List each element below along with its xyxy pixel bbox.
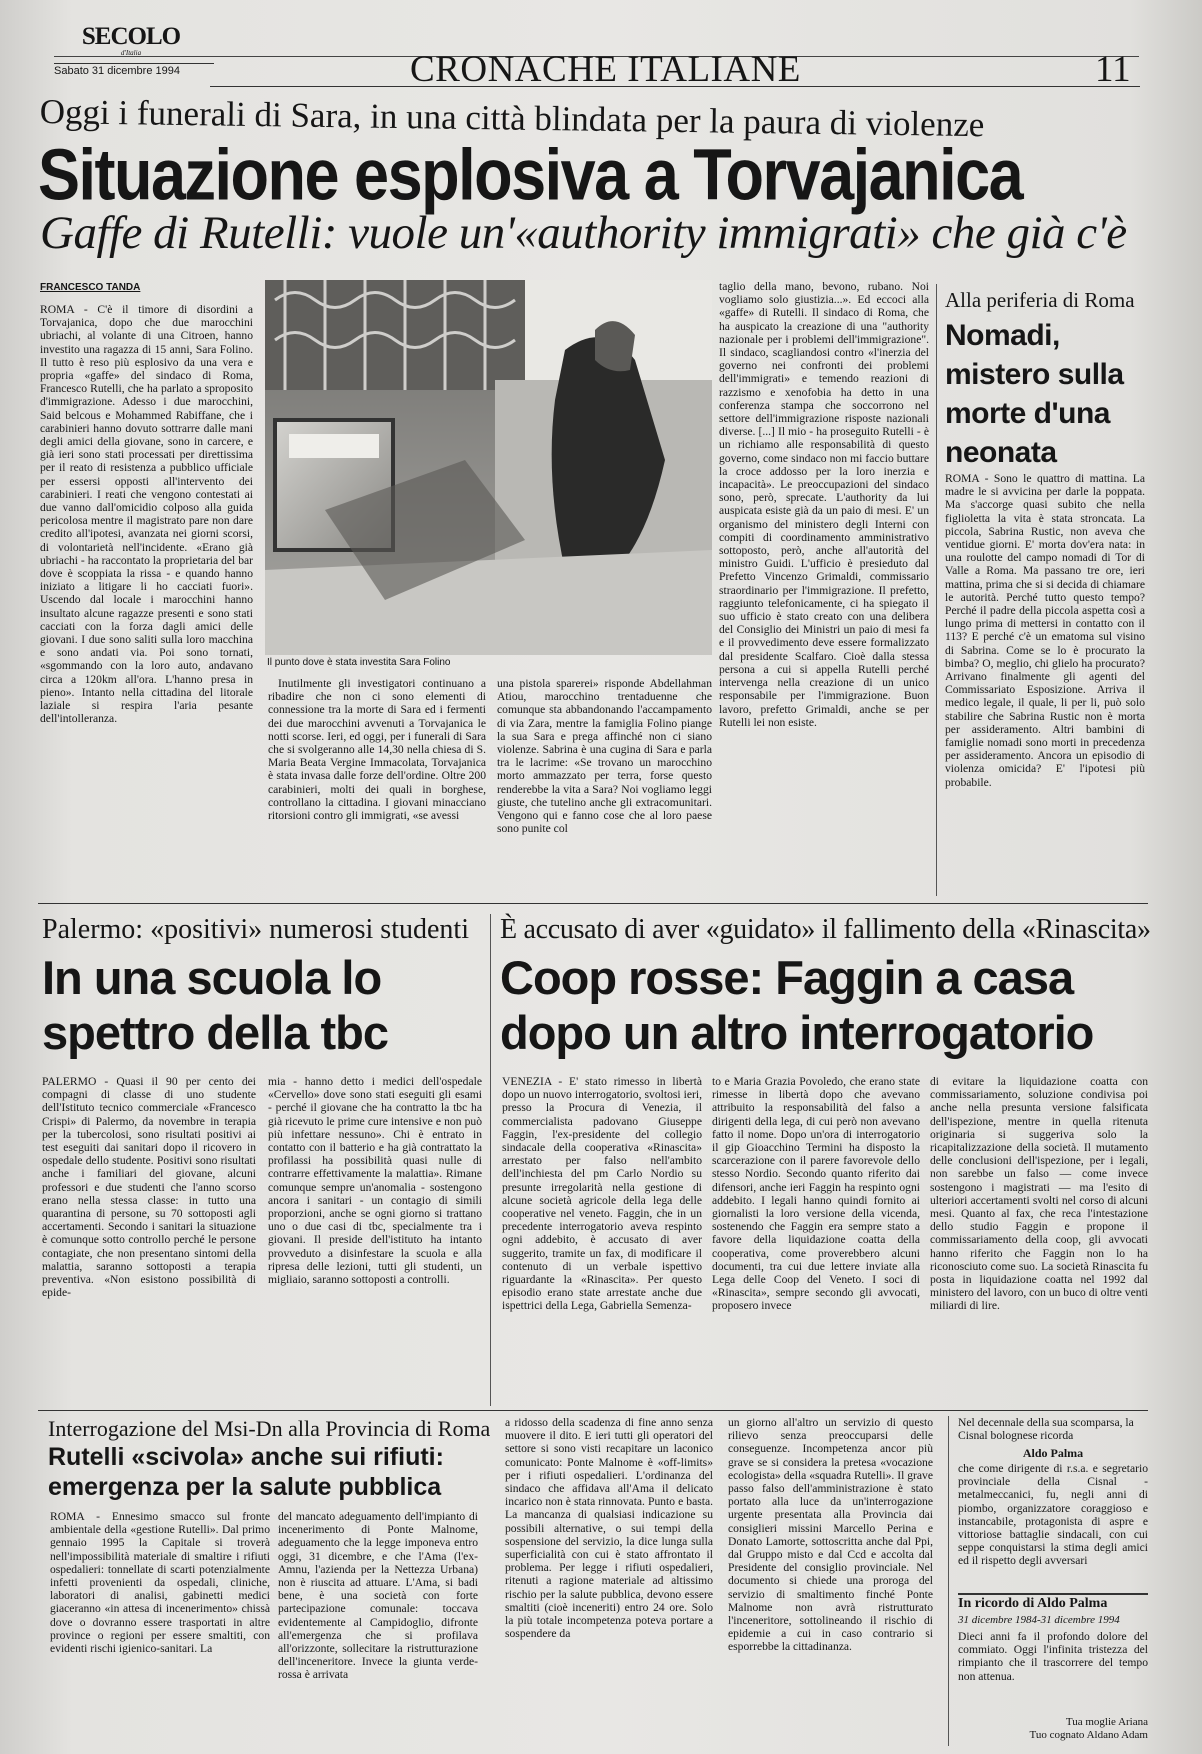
top-col3-text: una pistola sparerei» risponde Abdellahman Atiou, marocchino trentaduenne che comunque sta abbandonando l'accampamento di via Zara, mentre la famiglia Folino piange la sua Sara e prega affinché non ci siano violenze. Sabrina è una cugina di Sara e parla tra le lacrime: «Se trovano un marocchino morto ammazzato per terra, forse questo renderebbe la vita a Sara? Noi vogliamo leggi giuste, che tutelino anche gli extracomunitari. Vengono qui e fanno cose che al loro paese sono punite col [497,677,712,836]
rutelli-col2-text: del mancato adeguamento dell'impianto di incenerimento di Ponte Malnome, adeguamento che la legge imponeva entro oggi, 31 dicembre, e che l'Ama (l'ex-Amnu, l'azienda per la Nettezza Urbana) non è riuscita ad attuare. L'Ama, si badi bene, è una società con forte partecipazione comunale: toccava evidentemente al Campidoglio, difronte all'emergenza che si profilava all'orizzonte, sollecitare la ristrutturazione dell'inceneritore. Invece la giunta verde-rossa è arrivata [278,1510,478,1682]
top-col4-text: taglio della mano, bevono, rubano. Noi vogliamo solo giustizia...». Ed eccoci alla «gaffe» di Rutelli. Il sindaco di Roma, che ha auspicato la creazione di una "authority nazionale per i problemi dell'immigrazione". Il sindaco, scagliandosi contro «l'inerzia del governo nei confronti dei problemi dell'immigrati» e temendo reazioni di razzismo e xenofobia ha detto in una conferenza stampa che soccorrono nel settore dell'immigrazione risposte nazionali diverse. [...] Il mio - ha proseguito Rutelli - è un richiamo alle responsabilità di questo governo, come sindaco non mi faccio buttare la croce addosso per la loro inerzia e incapacità». Le preoccupazioni del sindaco sono, però, sprecate. L'authority da lui auspicata esiste già da un paio di mesi. E' un organismo del ministero degli Interni con compiti di coordinamento amministrativo sottoposto, però, anche all'autorità del ministro Guidi. L'ufficio è presieduto dal Prefetto Vincenzo Grimaldi, commissario straordinario per l'immigrazione. Il prefetto, raggiunto telefonicamente, ci ha spiegato il suo ufficio è stato creato con una delibera del Consiglio dei Ministri un paio di mesi fa e il provvedimento deve essere formalizzato dal presidente Scalfaro. Cioè dalla stessa persona a cui si appella Rutelli perché intervenga nella creazione di un unico responsabile per l'immigrazione. Buon lavoro, prefetto Grimaldi, anche se per Rutelli lei non esiste. [719,280,929,729]
photo-caption: Il punto dove è stata investita Sara Folino [267,657,451,668]
palermo-col1 [42,1075,256,1405]
aldo-sign2: Tuo cognato Aldano Adam [1029,1729,1148,1741]
coop-col3-text: di evitare la liquidazione coatta con commissariamento, soluzione condivisa poi anche nella presunta versione falsificata dell'ispezione, mentre in quella ritenuta originaria si suggeriva solo la ricapitalizzazione della società. Il mutamento delle conclusioni dell'ispezione, per i legali, non sarebbe un falso — come invece sostengono i magistrati — ma l'esito di ulteriori accertamenti svolti nel corso di alcuni mesi. Quanto al fax, che reca l'intestazione dello studio Faggin e propone il commissariamento della coop, gli avvocati hanno riferito che Faggin non lo ha riconosciuto come suo. La società Rinascita fu posta in liquidazione coatta nel 1992 dal ministero del lavoro, con un buco di oltre venti miliardi di lire. [930,1075,1148,1313]
rutelli-headline-1: Rutelli «scivola» anche sui rifiuti: [48,1443,444,1471]
rutelli-col3 [505,1416,713,1742]
rutelli-col3-text: a ridosso della scadenza di fine anno senza muovere il dito. E ieri tutti gli operatori del settore si sono visti recapitare un laconico comunicato: Ponte Malnome è «off-limits» per i rifiuti ospedalieri. L'ordinanza del sindaco che affidava all'Ama il delicato incarico non è stata rinnovata. Punto e basta. La mancanza di qualsiasi indicazione su possibili alternative, o sui tempi della sospensione del servizio, la dice lunga sulla superficialità con cui è stato affrontato il problema. Per legge i rifiuti ospedalieri, ritenuti a ragione materiale ad altissimo rischio per la salute pubblica, devono essere smaltiti (cioè inceneriti) entro 24 ore. Solo la più totale incompetenza poteva portare a sospendere da [505,1416,713,1641]
top-col2-text: Inutilmente gli investigatori continuano a ribadire che non ci sono elementi di connessione tra la morte di Sara ed i fermenti dei due marocchini avvenuti a Torvajanica le notti scorse. Ieri, ed oggi, per i funerali di Sara che si svolgeranno alle 14,30 nella chiesa di S. Maria Beata Vergine Immacolata, Torvajanica è stata invasa dalle forze dell'ordine. Oltre 200 carabinieri, molti dei quali in borghese, controllano la cittadina. I giovani minacciano ritorsioni contro gli immigrati, «se avessi [268,677,486,823]
nomadi-headline: Nomadi, mistero sulla morte d'una neonata [945,319,1124,469]
aldo-text2: Dieci anni fa il profondo dolore del commiato. Oggi l'infinita tristezza del rimpianto che il trascorrere del tempo non attenua. [958,1630,1148,1683]
coop-col3 [930,1075,1148,1405]
aldo-name: Aldo Palma [1022,1446,1084,1460]
nomadi-kicker: Alla periferia di Roma [945,288,1135,312]
top-col1-text: ROMA - C'è il timore di disordini a Torvajanica, dopo che due marocchini ubriachi, al volante di una Citroen, hanno investito una ragazza di 15 anni, Sara Folino. Il tutto è reso più esplosivo da una vera e propria «gaffe» del sindaco di Roma, Francesco Rutelli, che ha parlato a sproposito d'immigrazione. Adesso i due marocchini, Said belcous e Mohammed Rabiffane, che i carabinieri hanno dovuto sottrarre dalle mani degli amici della giovane, sono in carcere, e già ieri sono stati processati per direttissima per il reato di resistenza a pubblico ufficiale per essersi opposti all'intervento dei carabinieri. I reati che vengono contestati ai due vanno dall'omicidio colposo alla guida pericolosa mentre il magistrato pare non dare credito all'ipotesi, avanzata nei giorni scorsi, di volontarietà nell'incidente. «Erano già ubriachi - ha raccontato la proprietaria del bar dove è scoppiata la rissa - e quando hanno iniziato a litigare li ho cacciati fuori». Uscendo dal locale i marocchini hanno insultato alcune ragazze presenti e sono stati cacciati con la forza dagli amici delle giovani. I due sono saliti sulla loro macchina e sono andati via. Poi sono tornati, «sgommando con la loro auto, andavano circa a 120km all'ora. L'hanno presa in pieno». Intanto nella cittadina del litorale laziale si respira l'aria pesante dell'intolleranza. [40,303,253,726]
paper-subtitle: d'Italia [120,49,142,57]
aldo-title: In ricordo di Aldo Palma [958,1596,1108,1611]
nomadi-text-box [945,472,1145,892]
palermo-col1-text: PALERMO - Quasi il 90 per cento dei compagni di classe di uno studente dell'Istituto tecnico commerciale «Francesco Crispi» di Palermo, da novembre in terapia per la tubercolosi, sono risultati positivi ai test eseguiti dai sanitari dopo il ricovero in ospedale dello studente. Positivi sono risultati anche i familiari del giovane, alcuni professori e due studenti che l'anno scorso erano nella stessa classe: in tutto una quarantina di persone, su 70 sottoposti agli accertamenti. Secondo i sanitari la situazione è comunque sotto controllo perché le persone contagiate, che non presentano sintomi della malattia, saranno sottoposti a terapia preventiva. «Non esistono possibilità di epide- [42,1075,256,1300]
palermo-headline: In una scuola lo spettro della tbc [42,951,389,1059]
photo [265,280,712,655]
section-title: CRONACHE ITALIANE [410,49,801,90]
paper-name: SECOLO [81,23,181,50]
page-number: 11 [1095,49,1131,90]
coop-col2 [712,1075,920,1405]
palermo-col2-text: mia - hanno detto i medici dell'ospedale «Cervello» dove sono stati eseguiti gli esami - perché il giovane che ha contratto la tbc ha già ricevuto le prime cure intensive e non può più infettare nessuno». Chi è entrato in contatto con il batterio e ha già contrattato la profilassi ha possibilità quasi nulle di contrarre effettivamente la malattia». Rimane comunque sempre un'anomalia - sostengono ancora i sanitari - un contagio di simili proporzioni, anche se ogni giorno si trattano uno o due casi di tbc, specialmente tra i giovani. Il preside dell'istituto ha intanto provveduto a disinfestare la scuola e alla ripresa delle lezioni, tutti gli studenti, un migliaio, saranno sottoposti a controlli. [268,1075,482,1287]
aldo-intro: Nel decennale della sua scomparsa, la Cisnal bolognese ricorda [958,1416,1134,1443]
top-col4 [719,280,929,889]
top-subhead: Gaffe di Rutelli: vuole un'«authority immigrati» che già c'è [40,207,1127,259]
rutelli-kicker: Interrogazione del Msi-Dn alla Provincia di Roma [48,1416,491,1441]
nomadi-text: ROMA - Sono le quattro di mattina. La madre le si avvicina per darle la poppata. Ma s'accorge quasi subito che nella figlioletta la vita è stata stroncata. La piccola, Sabrina Rustic, non aveva che ventidue giorni. E' morta dov'era nata: in una roulotte del campo nomadi di Tor di Valle a Roma. Ma passano tre ore, ieri mattina, prima che si si decida di chiamare le autorità. Perché tutto questo tempo? Perché il padre della piccola aspetta così a lungo prima di mettersi in contatto con il 113? E perché c'è un ematoma sul visino di Sabrina. Come se lo è procurato la bimba? O, meglio, chi glielo ha procurato? Arrivano finalmente gli agenti del Commissariato Esposizione. Arriva il medico legale, il quale, li per li, può solo stabilire che Sabrina Rustic non è morta per assideramento. Altri bambini di famiglie nomadi sono morti in precedenza per assideramento. Ancora un episodio di violenza omicida? E' l'ipotesi più probabile. [945,472,1145,789]
coop-headline: Coop rosse: Faggin a casa dopo un altro interrogatorio [500,951,1094,1059]
top-headline: Situazione esplosiva a Torvajanica [38,134,1023,216]
masthead-logo [66,23,196,57]
aldo-text: che come dirigente di r.s.a. e segretario provinciale della Cisnal - metalmeccanici, fu, negli anni di piombo, organizzatore coraggioso e instancabile, protagonista di aspre e vittoriose battaglie sindacali, con cui seppe conquistarsi la stima degli amici ed il rispetto degli avversari [958,1462,1148,1568]
rutelli-col4-text: un giorno all'altro un servizio di questo rilievo senza preoccuparsi delle conseguenze. Incompetenza ancor più grave se si considera la pretesa «vocazione ecologista» della «squadra Rutelli». Il grave passo falso dell'amministrazione è stato portato alla luce da un'interrogazione urgente presentata alla Provincia dai consiglieri missini Marcello Perina e Donato Lamorte, sottoscritta anche dal Ppi, dal Gruppo misto e dal Ccd e accolta dal Presidente del consiglio provinciale. Nel documento si chiede una proroga del servizio di smaltimento finché Ponte Malnome non avrà ristrutturato l'inceneritore, sottolineando il rischio di epidemie a cui in caso contrario si esporrebbe la cittadinanza. [728,1416,933,1654]
coop-col2-text: to e Maria Grazia Povoledo, che erano state rimesse in libertà dopo che avevano attribuito la responsabilità del falso a dirigenti della lega, di cui però non avevano fatto il nome. Dopo un'ora di interrogatorio il gip Gioacchino Termini ha disposto la scarcerazione con il parere favorevole dello stesso Nordio. Secondo quanto riferito dai difensori, anche ieri Faggin ha respinto ogni addebito. I legali hanno quindi fornito ai giornalisti la loro versione della vicenda, sostenendo che Faggin era sempre stato a favore della liquidazione coatta della cooperativa, come proverebbero alcuni documenti, tra cui due lettere inviate alla Lega delle Coop del Veneto. I soci di «Rinascita», sempre secondo gli avvocati, proposero invece [712,1075,920,1313]
palermo-kicker: Palermo: «positivi» numerosi studenti [42,914,469,945]
aldo-dates: 31 dicembre 1984-31 dicembre 1994 [958,1614,1120,1626]
rutelli-col2 [278,1510,478,1742]
aldo-text2-box [958,1630,1148,1690]
coop-kicker: È accusato di aver «guidato» il fallimento della «Rinascita» [500,914,1151,945]
palermo-col2 [268,1075,482,1405]
aldo-sign1: Tua moglie Ariana [1065,1716,1148,1728]
top-col2 [268,677,486,889]
aldo-text-box [958,1462,1148,1590]
rutelli-headline-2: emergenza per la salute pubblica [48,1473,442,1501]
rutelli-col4 [728,1416,933,1742]
top-kicker: Oggi i funerali di Sara, in una città blindata per la paura di violenze [39,92,985,145]
coop-col1 [502,1075,702,1405]
coop-col1-text: VENEZIA - E' stato rimesso in libertà dopo un nuovo interrogatorio, svoltosi ieri, presso la Procura di Venezia, il commercialista padovano Giuseppe Faggin, l'ex-presidente del collegio sindacale della cooperativa «Rinascita» arrestato per falso nell'ambito dell'inchiesta del pm Carlo Nordio su presunte irregolarità nella gestione di alcune società agricole della lega delle cooperative nel veneto. Faggin, che in un precedente interrogatorio aveva respinto ogni addebito, è accusato di aver suggerito, tramite un fax, di modificare il contenuto di un verbale ispettivo riguardante la «Rinascita». Per questo episodio erano state arrestate anche due ispettrici della Lega, Gabriella Semenza- [502,1075,702,1313]
top-col3 [497,677,712,889]
rutelli-col1 [50,1510,270,1742]
rutelli-col1-text: ROMA - Ennesimo smacco sul fronte ambientale della «gestione Rutelli». Dal primo gennaio 1995 la Capitale si troverà nell'impossibilità materiale di smaltire i rifiuti ospedalieri: tonnellate di scarti potenzialmente infetti provenienti da ospedali, cliniche, laboratori di analisi, gabinetti medici giaceranno «in attesa di incenerimento» chissà dove o dovranno essere trasportati in altre province o regioni per essere smaltiti, con evidenti rischi igienico-sanitari. La [50,1510,270,1656]
masthead-date: Sabato 31 dicembre 1994 [54,63,214,77]
top-col1 [40,303,253,889]
top-byline: FRANCESCO TANDA [40,282,141,293]
aldo-intro-box [958,1416,1148,1446]
